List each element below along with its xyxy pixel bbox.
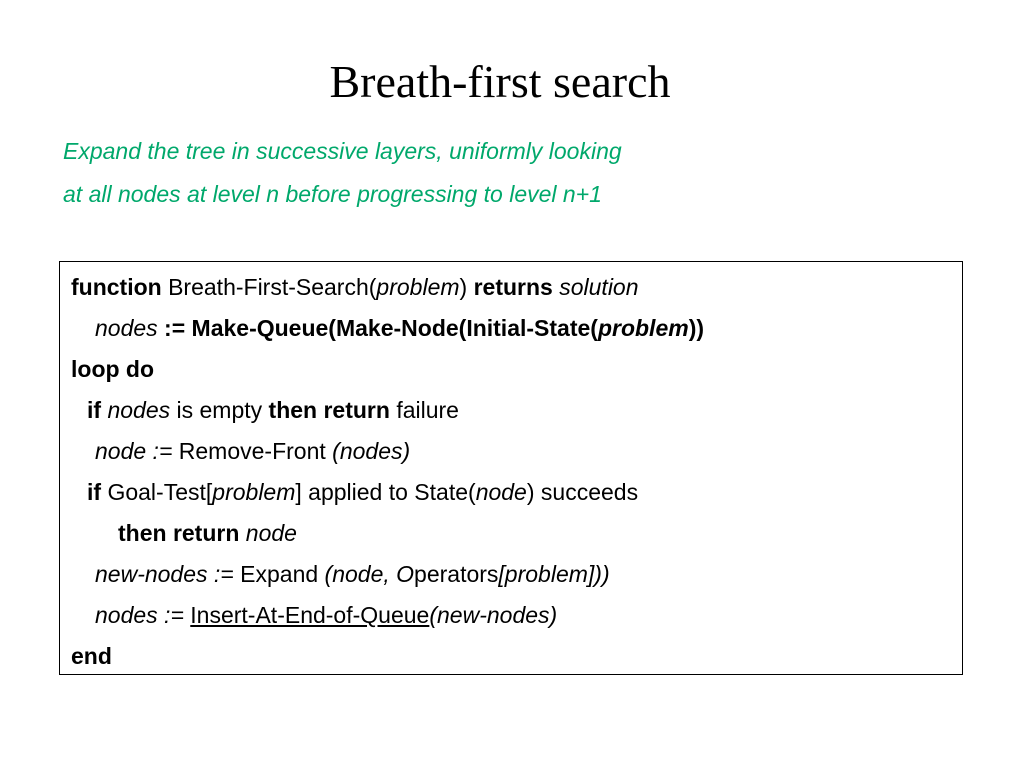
text-goal-test: Goal-Test[ [101,479,213,505]
keyword-if: if [87,479,102,505]
keyword-returns: returns [473,274,553,300]
code-line-6 [87,478,638,506]
subtitle-line-1: Expand the tree in successive layers, uniformly looking [63,138,622,164]
func-expand: Expand [240,561,319,587]
code-line-10: end [71,643,112,669]
code-line-4 [87,396,459,424]
paren-close: ) [459,274,474,300]
slide-title: Breath-first search [329,56,671,107]
func-insert-at-end-of-queue: Insert-At-End-of-Queue [190,602,430,628]
args-open: (node, O [318,561,415,587]
param-problem: problem [212,479,296,505]
code-line-7 [118,519,297,547]
var-new-nodes: new-nodes [95,561,208,587]
param-problem: problem [376,274,460,300]
text-is-empty: is empty [170,397,269,423]
keyword-then-return: then return [118,520,240,546]
param-problem: problem [597,315,689,341]
code-line-1 [71,273,639,301]
func-remove-front: Remove-Front [178,438,326,464]
keyword-then-return: then return [268,397,390,423]
assign-op: := [207,561,241,587]
args-close: [problem])) [498,561,610,587]
text-failure: failure [389,397,459,423]
algorithm-box [59,261,963,675]
function-name: Breath-First-Search( [161,274,377,300]
code-line-5 [95,437,410,465]
make-queue-expr: := Make-Queue(Make-Node(Initial-State( [157,315,598,341]
var-node: node [95,438,147,464]
param-node: node [475,479,527,505]
text-applied-to-state: ] applied to State( [295,479,476,505]
code-line-3: loop do [71,356,155,382]
subtitle-line-2: at all nodes at level n before progressing to level n+1 [63,181,602,207]
code-line-8 [95,560,610,588]
text-operators: perators [414,561,499,587]
paren-close: )) [688,315,705,341]
assign-op: := [157,602,191,628]
code-line-9 [95,601,557,629]
text-succeeds: ) succeeds [526,479,639,505]
return-solution: solution [552,274,639,300]
var-nodes: nodes [101,397,171,423]
var-node: node [239,520,297,546]
var-nodes: nodes [95,315,158,341]
args-nodes: (nodes) [325,438,411,464]
keyword-function: function [71,274,162,300]
args-new-nodes: (new-nodes) [429,602,558,628]
code-line-2 [95,314,704,342]
keyword-if: if [87,397,102,423]
assign-op: := [146,438,179,464]
var-nodes: nodes [95,602,158,628]
